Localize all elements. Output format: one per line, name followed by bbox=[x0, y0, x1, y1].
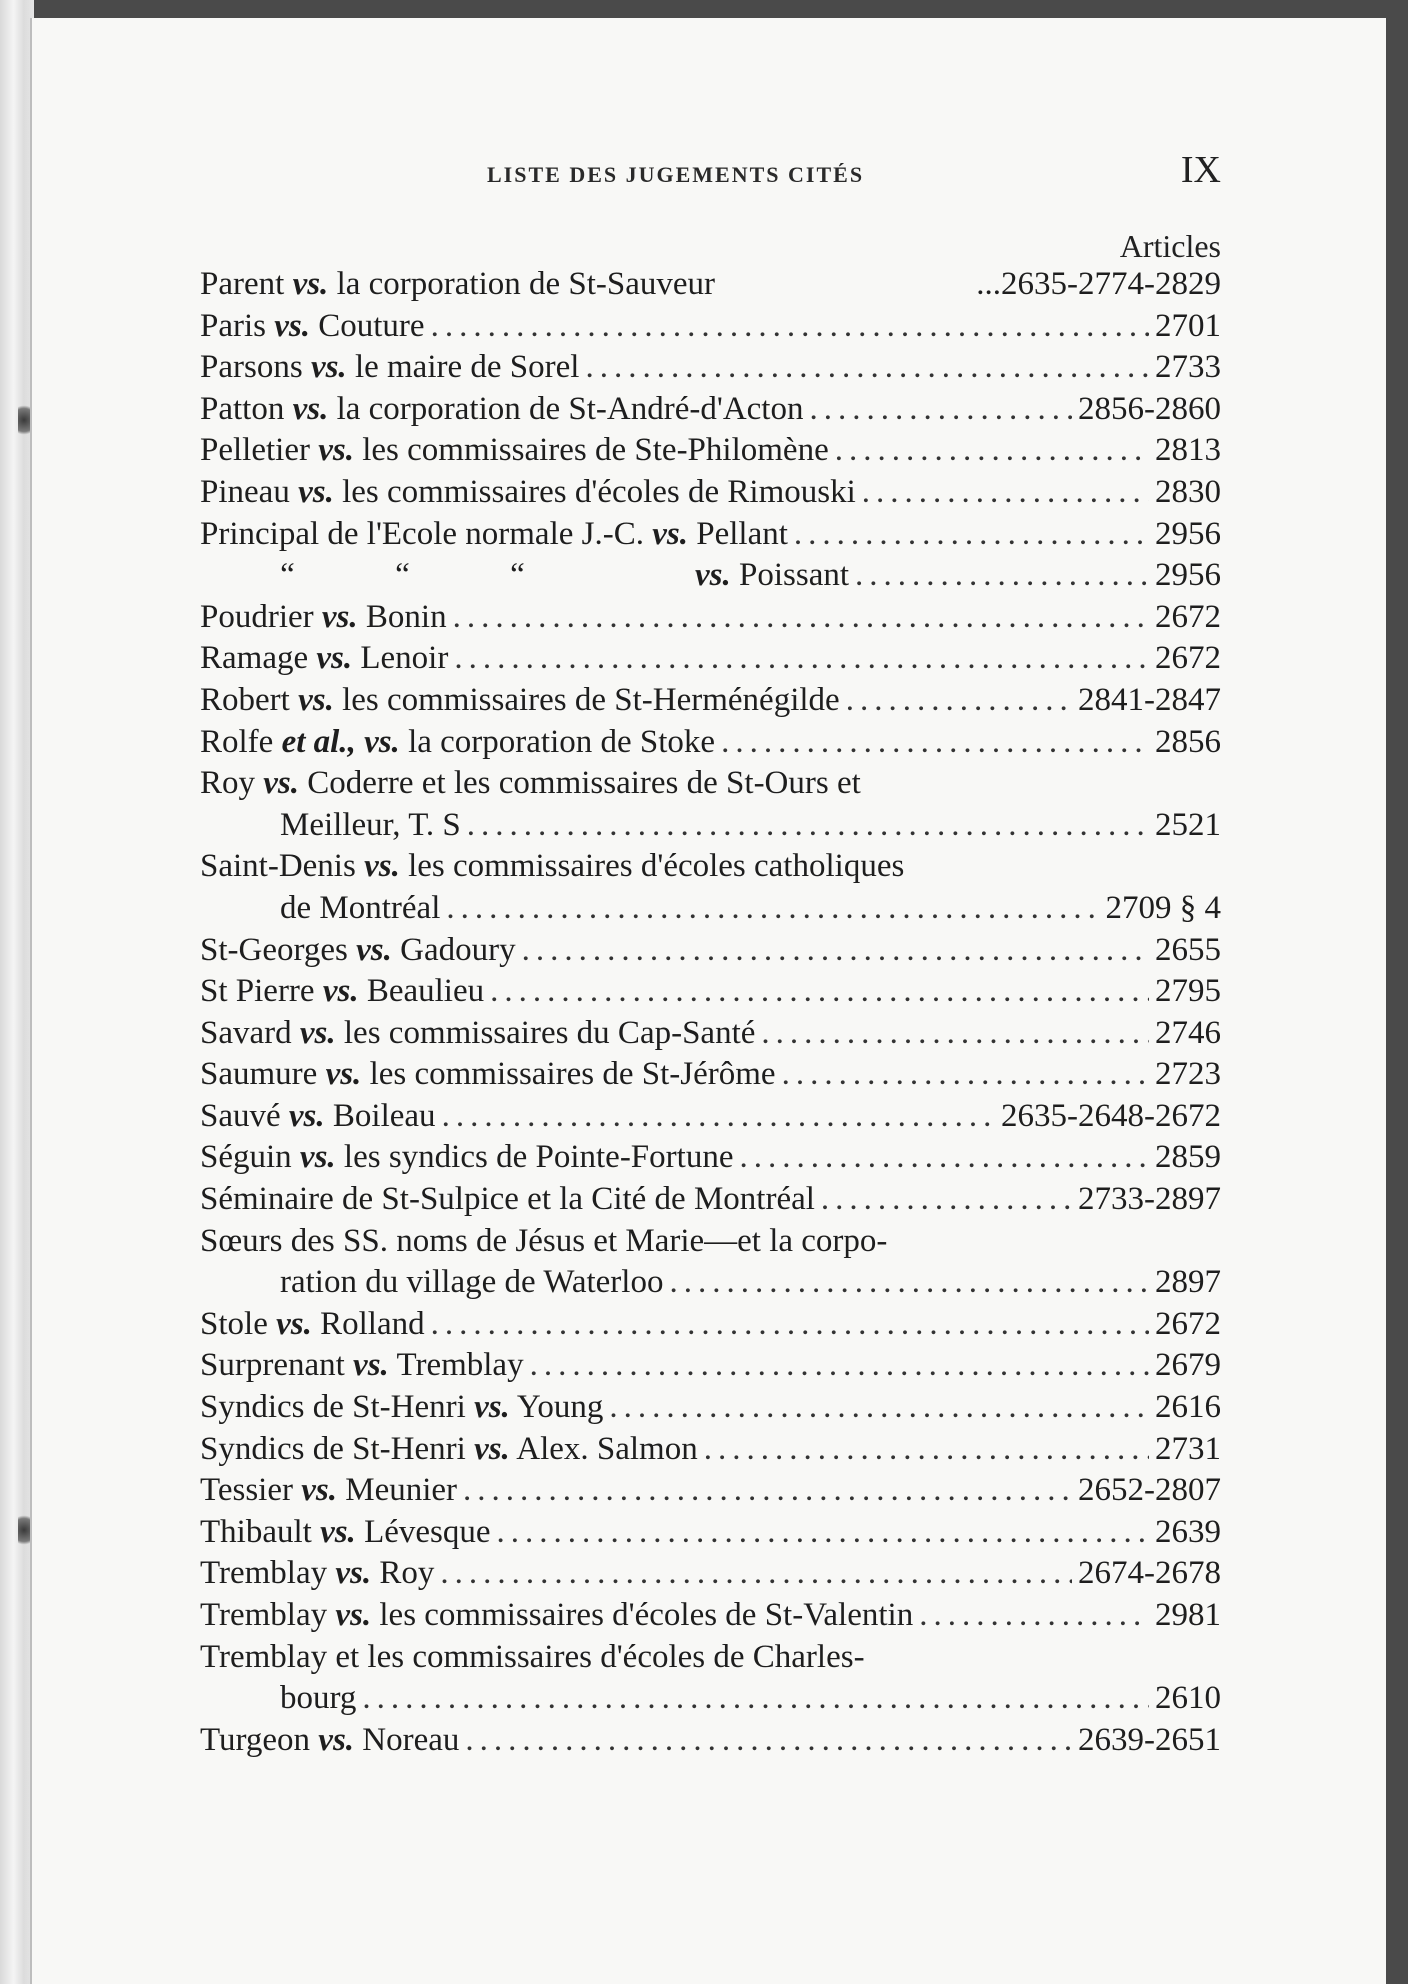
entry-text bbox=[200, 264, 715, 306]
entry-text bbox=[200, 846, 904, 888]
column-heading: Articles bbox=[1119, 228, 1221, 264]
entry-text bbox=[200, 306, 425, 348]
entry-pre: Tremblay bbox=[200, 1597, 336, 1633]
leader-dots bbox=[362, 1678, 1149, 1720]
entry-text bbox=[200, 722, 715, 764]
entry-post: la corporation de St-Sauveur bbox=[328, 266, 716, 302]
binding-stitch bbox=[18, 1510, 30, 1550]
article-reference: ...2635-2774-2829 bbox=[976, 266, 1221, 302]
entry-post: les commissaires d'écoles de St-Valentin bbox=[371, 1597, 914, 1633]
leader-dots bbox=[446, 888, 1099, 930]
entry-pre: Saint-Denis bbox=[200, 848, 365, 885]
entry-text bbox=[200, 555, 849, 597]
entry-text bbox=[200, 1595, 913, 1637]
entry-vs: vs. bbox=[318, 1721, 355, 1758]
leader-dots bbox=[467, 805, 1149, 847]
running-head: LISTE DES JUGEMENTS CITÉS bbox=[487, 162, 865, 187]
article-reference: 2610 bbox=[1155, 1680, 1221, 1717]
entry-vs: vs. bbox=[298, 473, 334, 510]
leader-dots bbox=[761, 1013, 1149, 1055]
entry-text bbox=[200, 430, 829, 472]
judgment-entry bbox=[200, 264, 1221, 306]
entry-text bbox=[200, 1179, 815, 1221]
entry-post: les commissaires de St-Herménégilde bbox=[333, 681, 840, 718]
leader-dots bbox=[497, 1512, 1149, 1554]
article-reference: 2652-2807 bbox=[1078, 1472, 1221, 1509]
leader-dots bbox=[809, 389, 1072, 431]
judgment-entry bbox=[200, 1096, 1221, 1138]
entry-vs: vs. bbox=[474, 1430, 510, 1467]
judgment-entry bbox=[200, 1221, 1221, 1263]
judgment-entry bbox=[200, 1387, 1221, 1429]
entry-pre: Roy bbox=[200, 765, 264, 802]
judgment-entry bbox=[200, 1429, 1221, 1471]
leader-dots bbox=[530, 1345, 1149, 1387]
article-reference: 2521 bbox=[1155, 806, 1221, 843]
article-reference: 2956 bbox=[1155, 557, 1221, 594]
entry-post: Poissant bbox=[730, 557, 850, 594]
leader-dots bbox=[431, 1304, 1149, 1346]
page-header bbox=[487, 148, 1221, 200]
leader-dots bbox=[463, 1470, 1072, 1512]
entry-pre: Thibault bbox=[200, 1513, 321, 1550]
entry-text bbox=[200, 1054, 776, 1096]
entry-text bbox=[200, 1137, 733, 1179]
entry-post: les commissaires d'écoles de Rimouski bbox=[333, 473, 856, 510]
leader-dots bbox=[490, 971, 1149, 1013]
judgment-entry bbox=[200, 1179, 1221, 1221]
entry-post: Beaulieu bbox=[358, 973, 485, 1010]
entry-vs: vs. bbox=[292, 266, 329, 302]
entry-pre: Surprenant bbox=[200, 1347, 354, 1384]
leader-dots bbox=[721, 722, 1149, 764]
leader-dots bbox=[465, 1720, 1072, 1762]
entry-pre: Saumure bbox=[200, 1056, 326, 1093]
article-reference: 2731 bbox=[1155, 1430, 1221, 1467]
article-reference: 2856-2860 bbox=[1078, 390, 1221, 427]
judgment-entry bbox=[200, 514, 1221, 556]
article-reference: 2897 bbox=[1155, 1264, 1221, 1301]
entry-pre: Séminaire de St-Sulpice et la Cité de Montréal bbox=[200, 1181, 815, 1218]
entry-post: Rolland bbox=[311, 1305, 425, 1342]
judgment-list bbox=[200, 264, 1221, 1761]
article-reference: 2981 bbox=[1155, 1597, 1221, 1633]
entry-vs: vs. bbox=[353, 1347, 389, 1384]
entry-text bbox=[200, 1470, 457, 1512]
judgment-entry bbox=[200, 1512, 1221, 1554]
entry-text bbox=[280, 1262, 663, 1304]
leader-dots bbox=[440, 1553, 1072, 1595]
entry-post: Boileau bbox=[324, 1097, 436, 1134]
entry-pre: Poudrier bbox=[200, 598, 322, 635]
entry-pre: Stole bbox=[200, 1305, 277, 1342]
article-reference: 2733 bbox=[1155, 349, 1221, 386]
entry-pre: Principal de l'Ecole normale J.-C. bbox=[200, 515, 653, 552]
entry-pre: Paris bbox=[200, 307, 275, 344]
entry-text bbox=[200, 1637, 865, 1679]
entry-text bbox=[200, 1429, 698, 1471]
judgment-entry bbox=[200, 1345, 1221, 1387]
leader-dots bbox=[453, 597, 1149, 639]
article-reference: 2859 bbox=[1155, 1139, 1221, 1176]
judgment-entry bbox=[200, 597, 1221, 639]
judgment-entry bbox=[200, 971, 1221, 1013]
leader-dots bbox=[835, 430, 1149, 472]
entry-pre: Tremblay et les commissaires d'écoles de Charles- bbox=[200, 1638, 865, 1675]
leader-dots bbox=[782, 1054, 1149, 1096]
entry-vs: vs. bbox=[301, 1472, 337, 1509]
entry-vs: vs. bbox=[335, 1555, 372, 1592]
entry-vs: vs. bbox=[276, 1305, 312, 1342]
entry-post: le maire de Sorel bbox=[346, 349, 580, 386]
entry-pre: Savard bbox=[200, 1014, 300, 1051]
leader-dots bbox=[862, 472, 1149, 514]
entry-vs: vs. bbox=[299, 1014, 336, 1051]
entry-vs: vs. bbox=[316, 640, 353, 677]
leader-dots bbox=[704, 1429, 1149, 1471]
entry-post: la corporation de St-André-d'Acton bbox=[328, 390, 804, 427]
entry-post: les syndics de Pointe-Fortune bbox=[335, 1139, 734, 1176]
entry-text bbox=[200, 1013, 755, 1055]
entry-vs: vs. bbox=[320, 1513, 356, 1550]
judgment-entry bbox=[200, 555, 1221, 597]
article-reference: 2746 bbox=[1155, 1014, 1221, 1051]
ditto-mark: “ bbox=[510, 557, 525, 594]
entry-vs: vs. bbox=[695, 557, 731, 594]
entry-pre: Sœurs des SS. noms de Jésus et Marie—et la corpo- bbox=[200, 1222, 888, 1259]
entry-post: Lévesque bbox=[355, 1513, 491, 1550]
leader-dots bbox=[669, 1262, 1149, 1304]
entry-pre: Ramage bbox=[200, 640, 317, 677]
leader-dots bbox=[855, 555, 1149, 597]
judgment-entry bbox=[200, 1678, 1221, 1720]
entry-pre: St Pierre bbox=[200, 973, 323, 1010]
entry-text bbox=[200, 1096, 436, 1138]
leader-dots bbox=[609, 1387, 1149, 1429]
judgment-entry bbox=[200, 1262, 1221, 1304]
entry-pre: de Montréal bbox=[280, 889, 441, 926]
entry-vs: vs. bbox=[310, 349, 347, 386]
entry-vs: vs. bbox=[288, 1097, 325, 1134]
judgment-entry bbox=[200, 722, 1221, 764]
judgment-entry bbox=[200, 389, 1221, 431]
article-reference: 2856 bbox=[1155, 723, 1221, 760]
leader-dots bbox=[442, 1096, 995, 1138]
entry-post: Roy bbox=[371, 1555, 435, 1592]
article-reference: 2841-2847 bbox=[1078, 681, 1221, 718]
judgment-entry bbox=[200, 1013, 1221, 1055]
entry-text bbox=[200, 930, 516, 972]
entry-post: Meunier bbox=[337, 1472, 458, 1509]
judgment-entry bbox=[200, 805, 1221, 847]
entry-vs: vs. bbox=[274, 307, 310, 344]
article-reference: 2616 bbox=[1155, 1389, 1221, 1426]
entry-text bbox=[200, 680, 840, 722]
entry-vs: vs. bbox=[318, 432, 354, 469]
judgment-entry bbox=[200, 430, 1221, 472]
entry-pre: Meilleur, T. S bbox=[280, 806, 461, 843]
entry-pre: Tessier bbox=[200, 1472, 302, 1509]
judgment-entry bbox=[200, 1595, 1221, 1637]
article-reference: 2723 bbox=[1155, 1056, 1221, 1093]
entry-pre: Robert bbox=[200, 681, 299, 718]
entry-post: les commissaires de Ste-Philomène bbox=[353, 432, 829, 469]
article-reference: 2679 bbox=[1155, 1347, 1221, 1384]
judgment-entry bbox=[200, 1054, 1221, 1096]
entry-post: Young bbox=[509, 1389, 604, 1426]
entry-post: Lenoir bbox=[352, 640, 449, 677]
entry-text bbox=[280, 805, 461, 847]
entry-pre: Parsons bbox=[200, 349, 311, 386]
ditto-mark: “ bbox=[395, 557, 410, 594]
entry-vs: vs. bbox=[263, 765, 300, 802]
judgment-entry bbox=[200, 1470, 1221, 1512]
leader-dots bbox=[522, 930, 1149, 972]
entry-pre: Pelletier bbox=[200, 432, 319, 469]
leader-dots bbox=[739, 1137, 1149, 1179]
entry-post: Bonin bbox=[357, 598, 447, 635]
entry-pre: St-Georges bbox=[200, 931, 357, 968]
entry-vs: vs. bbox=[474, 1389, 510, 1426]
entry-pre: Syndics de St-Henri bbox=[200, 1430, 475, 1467]
article-reference: 2795 bbox=[1155, 973, 1221, 1010]
leader-dots bbox=[585, 347, 1149, 389]
leader-dots bbox=[919, 1595, 1149, 1637]
entry-post: les commissaires d'écoles catholiques bbox=[399, 848, 905, 885]
article-reference: 2733-2897 bbox=[1078, 1181, 1221, 1218]
entry-text bbox=[200, 1553, 434, 1595]
judgment-entry bbox=[200, 638, 1221, 680]
entry-pre: Séguin bbox=[200, 1139, 300, 1176]
entry-post: Pellant bbox=[688, 515, 788, 552]
entry-vs: vs. bbox=[322, 973, 359, 1010]
entry-vs: vs. bbox=[335, 1597, 372, 1633]
leader-dots bbox=[794, 514, 1149, 556]
entry-post: Tremblay bbox=[388, 1347, 524, 1384]
entry-post: les commissaires de St-Jérôme bbox=[361, 1056, 776, 1093]
entry-pre: ration du village de Waterloo bbox=[280, 1264, 664, 1301]
judgment-entry bbox=[200, 680, 1221, 722]
judgment-entry bbox=[200, 930, 1221, 972]
article-reference: 2830 bbox=[1155, 473, 1221, 510]
entry-text bbox=[280, 1678, 356, 1720]
entry-vs: vs. bbox=[364, 848, 400, 885]
entry-vs: vs. bbox=[325, 1056, 362, 1093]
book-page bbox=[30, 18, 1386, 1984]
entry-post: Coderre et les commissaires de St-Ours et bbox=[299, 765, 861, 802]
entry-text bbox=[200, 472, 856, 514]
page-number: IX bbox=[1180, 149, 1221, 191]
article-reference: 2701 bbox=[1155, 307, 1221, 344]
leader-dots bbox=[846, 680, 1072, 722]
entry-pre: Pineau bbox=[200, 473, 299, 510]
judgment-entry bbox=[200, 306, 1221, 348]
article-reference: 2655 bbox=[1155, 931, 1221, 968]
entry-text bbox=[200, 1221, 887, 1263]
entry-post: les commissaires du Cap-Santé bbox=[335, 1014, 756, 1051]
entry-vs: vs. bbox=[292, 390, 329, 427]
entry-text bbox=[200, 389, 803, 431]
entry-text bbox=[200, 347, 579, 389]
entry-post: la corporation de Stoke bbox=[399, 723, 716, 760]
judgment-entry bbox=[200, 763, 1221, 805]
entry-text bbox=[200, 638, 448, 680]
entry-etal: et al. bbox=[281, 723, 348, 760]
entry-text bbox=[200, 1345, 524, 1387]
entry-vs: vs. bbox=[299, 1139, 336, 1176]
entry-text bbox=[200, 597, 447, 639]
judgment-entry bbox=[200, 888, 1221, 930]
judgment-entry bbox=[200, 472, 1221, 514]
entry-pre: Tremblay bbox=[200, 1555, 336, 1592]
entry-text bbox=[280, 888, 440, 930]
entry-vs: vs. bbox=[356, 931, 392, 968]
article-reference: 2672 bbox=[1155, 640, 1221, 677]
judgment-entry bbox=[200, 1304, 1221, 1346]
entry-vs: vs. bbox=[652, 515, 688, 552]
judgment-entry bbox=[200, 1720, 1221, 1762]
article-reference: 2709 § 4 bbox=[1105, 889, 1221, 926]
entry-pre: bourg bbox=[280, 1680, 357, 1717]
judgment-entry bbox=[200, 846, 1221, 888]
entry-vs: , vs. bbox=[347, 723, 400, 760]
judgment-entry bbox=[200, 347, 1221, 389]
book-binding bbox=[0, 0, 34, 1984]
article-reference: 2639-2651 bbox=[1078, 1721, 1221, 1758]
entry-pre: Rolfe bbox=[200, 723, 282, 760]
entry-text bbox=[200, 514, 788, 556]
entry-pre: Parent bbox=[200, 266, 293, 302]
entry-text bbox=[200, 1304, 425, 1346]
entry-pre: Syndics de St-Henri bbox=[200, 1389, 475, 1426]
ditto-mark: “ bbox=[280, 557, 295, 594]
entry-text bbox=[200, 1720, 459, 1762]
entry-vs: vs. bbox=[321, 598, 358, 635]
entry-pre: Sauvé bbox=[200, 1097, 289, 1134]
article-reference: 2672 bbox=[1155, 598, 1221, 635]
article-reference: 2635-2648-2672 bbox=[1001, 1097, 1221, 1134]
entry-pre: Turgeon bbox=[200, 1721, 319, 1758]
judgment-entry bbox=[200, 1637, 1221, 1679]
judgment-entry bbox=[200, 1137, 1221, 1179]
leader-dots bbox=[821, 1179, 1072, 1221]
entry-post: Noreau bbox=[354, 1721, 460, 1758]
entry-text bbox=[200, 763, 861, 805]
entry-post: Alex. Salmon bbox=[509, 1430, 698, 1467]
entry-pre: Patton bbox=[200, 390, 293, 427]
entry-text bbox=[200, 1512, 491, 1554]
entry-vs: vs. bbox=[298, 681, 334, 718]
entry-text bbox=[200, 1387, 603, 1429]
entry-text bbox=[200, 971, 484, 1013]
article-reference: 2639 bbox=[1155, 1513, 1221, 1550]
binding-stitch bbox=[18, 400, 30, 440]
judgment-entry bbox=[200, 1553, 1221, 1595]
entry-post: Couture bbox=[310, 307, 425, 344]
article-reference: 2674-2678 bbox=[1078, 1555, 1221, 1592]
entry-post: Gadoury bbox=[391, 931, 516, 968]
leader-dots bbox=[454, 638, 1149, 680]
article-reference: 2813 bbox=[1155, 432, 1221, 469]
leader-dots bbox=[431, 306, 1149, 348]
article-reference: 2672 bbox=[1155, 1305, 1221, 1342]
article-reference: 2956 bbox=[1155, 515, 1221, 552]
